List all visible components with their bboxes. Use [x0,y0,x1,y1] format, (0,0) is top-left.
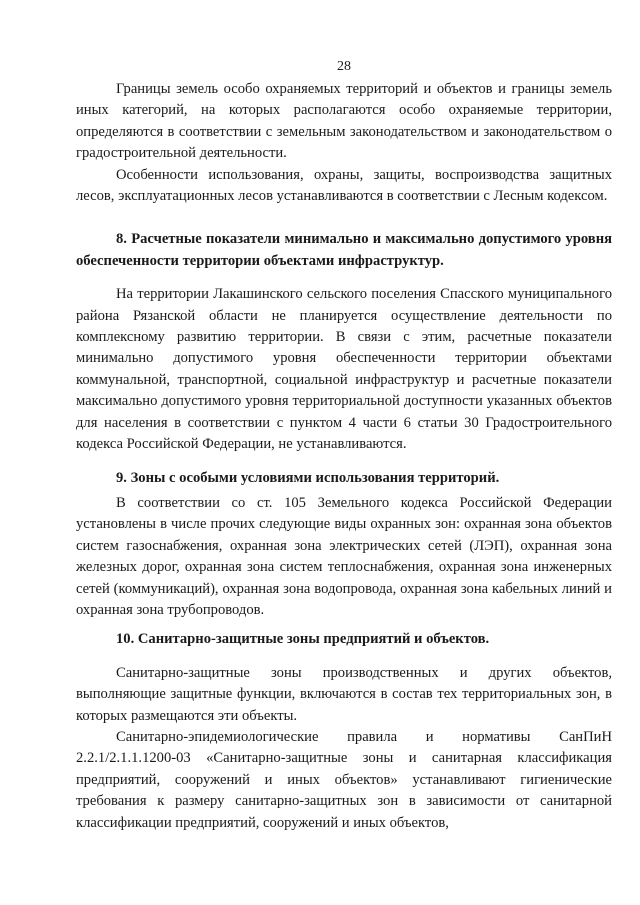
paragraph-protected-lands-boundaries: Границы земель особо охраняемых территорий и объектов и границы земель иных категорий, на которых располагаются особо охраняемые территории, определяются в соответствии с земельным законодательством и законодательством о градостроительной деятельности. [76,81,612,162]
section-9-heading: 9. Зоны с особыми условиями использования территорий. [116,469,500,486]
document-page [76,58,612,834]
section-10-paragraph-2: Санитарно-эпидемиологические правила и нормативы СанПиН 2.2.1/2.1.1.1200-03 «Санитарно-защитные зоны и санитарная классификация предприятий, сооружений и иных объектов» устанавливают гигиенические требования к размеру санитарно-защитных зон в зависимости от санитарной классификации предприятий, сооружений и иных объектов, [76,728,612,831]
page-number: 28 [337,59,351,74]
section-8-heading: 8. Расчетные показатели минимально и максимально допустимого уровня обеспеченности территории объектами инфраструктур. [76,231,612,269]
section-8-paragraph: На территории Лакашинского сельского поселения Спасского муниципального района Рязанской области не планируется осуществление деятельности по комплексному развитию территории. В связи с этим, расчетные показатели минимально допустимого уровня обеспеченности территории объектами коммунальной, транспортной, социальной инфраструктур и расчетные показатели максимально допустимого уровня территориальной доступности указанных объектов для населения в соответствии с пунктом 4 части 6 статьи 30 Градостроительного кодекса Российской Федерации, не устанавливаются. [76,286,612,453]
paragraph-protective-forests: Особенности использования, охраны, защиты, воспроизводства защитных лесов, эксплуатационных лесов устанавливаются в соответствии с Лесным кодексом. [76,166,612,205]
section-10-heading: 10. Санитарно-защитные зоны предприятий и объектов. [116,631,490,648]
section-9-paragraph: В соответствии со ст. 105 Земельного кодекса Российской Федерации установлены в числе прочих следующие виды охранных зон: охранная зона объектов систем газоснабжения, охранная зона электрических сетей (ЛЭП), охранная зона железных дорог, охранная зона систем теплоснабжения, охранная зона инженерных сетей (коммуникаций), охранная зона водопровода, охранная зона кабельных линий и охранная зона трубопроводов. [76,494,612,618]
section-10-paragraph-1: Санитарно-защитные зоны производственных и других объектов, выполняющие защитные функции, включаются в состав тех территориальных зон, в которых размещаются эти объекты. [76,664,612,724]
